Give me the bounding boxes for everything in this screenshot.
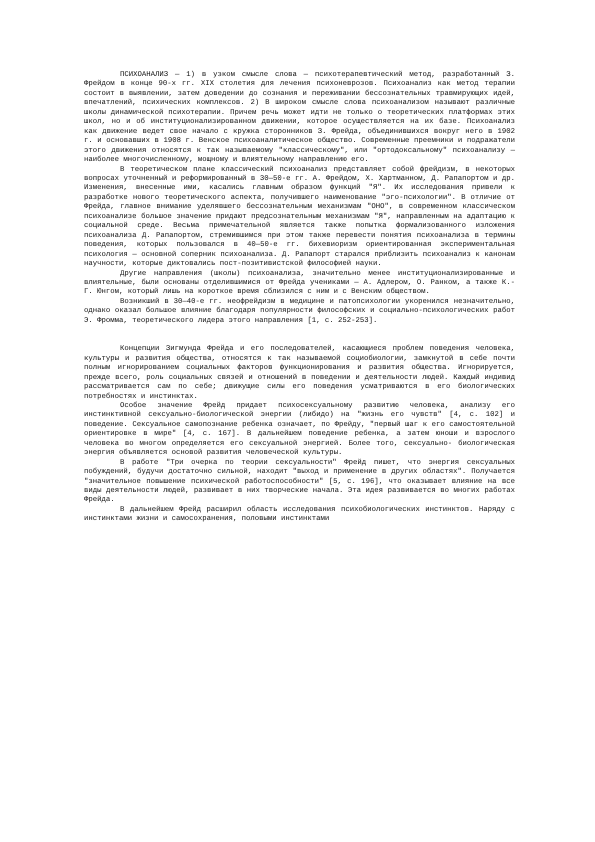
document-body (84, 71, 515, 525)
paragraph: В работе "Три очерка по теории сексуальности" Фрейд пишет, что энергия сексуальных побуждений, будучи достаточно сильной, находит "выход и применение в других областях". Получается "значительное повышение психической работоспособности" [5, с. 196], что оказывает влияние на все виды деятельности людей, развивает в них творческие начала. Эта идея развивается во многих работах Фрейда. (84, 458, 515, 505)
paragraph: Возникший в 30—40-е гг. неофрейдизм в медицине и патопсихологии укоренился незначительно, однако оказал большое влияние благодаря популярности философских и социально-психологических работ Э. Фромма, теоретического лидера этого направления [1, с. 252-253]. (84, 297, 515, 325)
paragraph: Особое значение Фрейд придает психосексуальному развитию человека, анализу его инстинктивной сексуально-биологической энергии (либидо) на "жизнь его чувств" [4, с. 102] и поведение. Сексуальное самопознание ребенка означает, по Фрейду, "первый шаг к его самостоятельной ориентировке в мире" [4, с. 167]. В дальнейшем поведение ребенка, а затем юноши и взрослого человека во многом определяется его сексуальной энергией. Более того, сексуально- биологическая энергия объявляется основой развития человеческой культуры. (84, 401, 515, 458)
paragraph: В теоретическом плане классический психоанализ представляет собой фрейдизм, в некоторых вопросах уточненный и реформированный в 30—50-е гг. А. Фрейдом, Х. Хартманном, Д. Рапапортом и др. Изменения, внесенные ими, касались главным образом функций "Я". Их исследования привели к разработке нового теоретического аспекта, получившего наименование "эго-психологии". В отличие от Фрейда, главное внимание уделявшего бессознательным механизмам "ОНО", в современном классическом психоанализе большое значение придают предсознательным механизмам "Я", направленным на адаптацию к социальной среде. Весьма примечательной является также попытка формализованного изложения психоанализа Д. Рапапортом, стремившимся при этом также перевести понятия психоанализа в термины поведения, которых пользовался в 40—50-е гг. бихевиоризм ориентированная экспериментальная психология — основной соперник психоанализа. Д. Рапапорт старался приблизить психоанализ к канонам научности, которые диктовались пост-позитивистской философией науки. (84, 165, 515, 269)
section-gap (84, 326, 515, 345)
paragraph: Концепции Зигмунда Фрейда и его последователей, касающиеся проблем поведения человека, культуры и развития общества, относятся к так называемой социобиологии, замкнутой в себе почти полным игнорированием социальных факторов функционирования и развития общества. Игнорируется, прежде всего, роль социальных связей и отношений в поведении и деятельности людей. Каждый индивид рассматривается сам по себе; движущие силы его поведения усматриваются в его биологических потребностях и инстинктах. (84, 345, 515, 401)
paragraph: В дальнейшем Фрейд расширил область исследования психобиологических инстинктов. Наряду с инстинктами жизни и самосохранения, половыми инстинктами (84, 505, 515, 524)
paragraph: Другие направления (школы) психоанализа, значительно менее институционализированные и влиятельные, были основаны отделившимися от Фрейда учениками — А. Адлером, О. Ранком, а также К.-Г. Юнгом, который лишь на короткое время сблизился с ним и с Венским обществом. (84, 269, 515, 297)
paragraph: ПСИХОАНАЛИЗ — 1) в узком смысле слова — психотерапевтический метод, разработанный З. Фрейдом в конце 90-х гг. XIX столетия для лечения психоневрозов. Психоанализ как метод терапии состоит в выявлении, затем доведении до сознания и переживании бессознательных травмирующих идей, впечатлений, психических комплексов. 2) В широком смысле слова психоанализом называют различные школы динамической психотерапии. Причем речь может идти не только о теоретических платформах этих школ, но и об институционализированном движении, которое осуществляется на их базе. Психоанализ как движение ведет свое начало с кружка сторонников З. Фрейда, объединившихся вокруг него в 1902 г. и основавших в 1908 г. Венское психоаналитическое общество. Современные преемники и подражатели этого движения относятся к так называемому "классическому", или "ортодоксальному" психоанализу — наиболее многочисленному, мощному и влиятельному направлению его. (84, 71, 515, 165)
